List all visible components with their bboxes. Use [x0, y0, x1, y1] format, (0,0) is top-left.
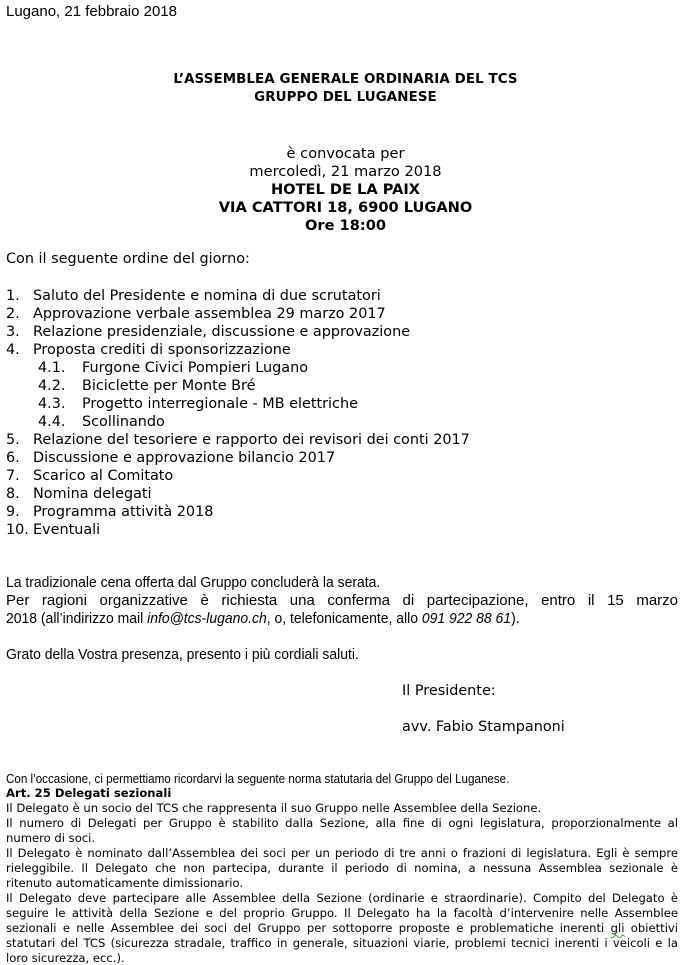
rsvp-text: ).: [511, 610, 520, 627]
agenda-item: [6, 467, 173, 485]
document-title: L’ASSEMBLEA GENERALE ORDINARIA DEL TCS: [173, 72, 518, 87]
agenda-item-text: Saluto del Presidente e nomina di due scrutatori: [33, 288, 381, 304]
agenda-item-text: Eventuali: [33, 522, 101, 538]
agenda-item-number: 8.: [6, 486, 20, 502]
agenda-item-number: 1.: [6, 288, 20, 304]
article-text: sezionali e nelle Assemblee dei soci del Gruppo per sottoporre proposte e problematiche inerenti: [6, 921, 611, 935]
agenda-item: [6, 449, 335, 467]
article-paragraph: rieleggibile. Il Delegato che non partecipa, durante il periodo di nomina, a nessuna Assemblea sezionale è: [6, 861, 678, 875]
article-paragraph: numero di soci.: [6, 831, 96, 845]
grammar-flag: gli: [610, 921, 625, 935]
agenda-item: [6, 521, 100, 539]
article-paragraph: seguire le attività della Sezione e del proprio Gruppo. Il Delegato ha la facoltà d’intervenire nelle Assemblee: [6, 906, 678, 920]
agenda-item-text: Relazione del tesoriere e rapporto dei revisori dei conti 2017: [33, 432, 470, 448]
agenda-item: [6, 485, 152, 503]
agenda-subitem: [38, 377, 255, 395]
agenda-item-number: 6.: [6, 450, 20, 466]
footnote-intro: Con l’occasione, ci permettiamo ricordarvi la seguente norma statutaria del Gruppo del Luganese.: [6, 772, 510, 786]
agenda-item: [6, 341, 291, 359]
article-paragraph: Il numero di Delegati per Gruppo è stabilito dalla Sezione, alla fine di ogni legislatura, proporzionalmente al: [6, 816, 678, 830]
article-paragraph: ritenuto automaticamente dimissionario.: [6, 876, 244, 890]
meeting-address: VIA CATTORI 18, 6900 LUGANO: [218, 199, 473, 216]
agenda-item-number: 7.: [6, 468, 20, 484]
article-paragraph: Il Delegato è nominato dall’Assemblea dei soci per un periodo di tre anni o frazioni di legislatura. Egli è sempre: [6, 846, 678, 860]
meeting-venue: HOTEL DE LA PAIX: [270, 181, 421, 198]
signature-name: avv. Fabio Stampanoni: [402, 719, 565, 735]
article-text: obiettivi: [624, 921, 678, 935]
signature-role: Il Presidente:: [402, 683, 496, 699]
article-paragraph: Il Delegato deve partecipare alle Assemblee della Sezione (ordinarie e straordinarie). Compito del Delegato è: [6, 891, 678, 905]
document-subtitle: GRUPPO DEL LUGANESE: [254, 90, 437, 105]
agenda-item-text: Progetto interregionale - MB elettriche: [82, 396, 358, 412]
agenda-item-number: 3.: [6, 324, 20, 340]
article-paragraph: loro sicurezza, ecc.).: [6, 951, 125, 965]
agenda-item-number: 2.: [6, 306, 20, 322]
agenda-item: [6, 287, 381, 305]
agenda-item-text: Furgone Civici Pompieri Lugano: [82, 360, 309, 376]
rsvp-text: 2018 (all’indirizzo mail: [6, 610, 148, 627]
article-title: Art. 25 Delegati sezionali: [6, 786, 172, 800]
agenda-item-number: 4.3.: [38, 396, 66, 412]
article-paragraph: statutari del TCS (sicurezza stradale, traffico in generale, situazioni viarie, problemi tecnici inerenti i veicoli e la: [6, 936, 678, 950]
agenda-item-text: Scarico al Comitato: [33, 468, 174, 484]
agenda-subitem: [38, 413, 165, 431]
article-paragraph: [6, 921, 678, 935]
place-date: Lugano, 21 febbraio 2018: [6, 3, 177, 20]
agenda-item-text: Discussione e approvazione bilancio 2017: [33, 450, 336, 466]
meeting-time: Ore 18:00: [304, 217, 387, 234]
agenda-item-number: 4.1.: [38, 360, 66, 376]
agenda-item-text: Proposta crediti di sponsorizzazione: [33, 342, 291, 358]
convocation-intro: è convocata per: [286, 145, 405, 162]
meeting-date: mercoledì, 21 marzo 2018: [249, 163, 442, 180]
agenda-item-number: 10.: [6, 522, 29, 538]
rsvp-email-link[interactable]: info@tcs-lugano.ch: [147, 610, 267, 627]
agenda-intro: Con il seguente ordine del giorno:: [6, 251, 250, 267]
agenda-item-number: 4.4.: [38, 414, 66, 430]
agenda-item-text: Relazione presidenziale, discussione e approvazione: [33, 324, 411, 340]
rsvp-line-1: Per ragioni organizzative è richiesta una conferma di partecipazione, entro il 15 marzo: [6, 592, 678, 609]
agenda-item-number: 4.: [6, 342, 20, 358]
agenda-item-text: Approvazione verbale assemblea 29 marzo 2017: [33, 306, 386, 322]
dinner-note: La tradizionale cena offerta dal Gruppo concluderà la serata.: [6, 574, 381, 591]
rsvp-phone: 091 922 88 61: [421, 610, 512, 627]
agenda-item-number: 4.2.: [38, 378, 66, 394]
agenda-item-number: 5.: [6, 432, 20, 448]
article-paragraph: Il Delegato è un socio del TCS che rappresenta il suo Gruppo nelle Assemblee della Sezione.: [6, 801, 542, 815]
agenda-item: [6, 431, 470, 449]
rsvp-line-2: [6, 610, 520, 627]
agenda-item-text: Biciclette per Monte Bré: [82, 378, 256, 394]
greeting: Grato della Vostra presenza, presento i più cordiali saluti.: [6, 646, 359, 663]
agenda-item-text: Nomina delegati: [33, 486, 152, 502]
agenda-subitem: [38, 359, 308, 377]
agenda-item: [6, 323, 410, 341]
agenda-subitem: [38, 395, 358, 413]
agenda-item-text: Programma attività 2018: [33, 504, 214, 520]
agenda-item: [6, 305, 386, 323]
agenda-item-text: Scollinando: [82, 414, 165, 430]
agenda-item: [6, 503, 213, 521]
agenda-item-number: 9.: [6, 504, 20, 520]
rsvp-text: , o, telefonicamente, allo: [266, 610, 422, 627]
